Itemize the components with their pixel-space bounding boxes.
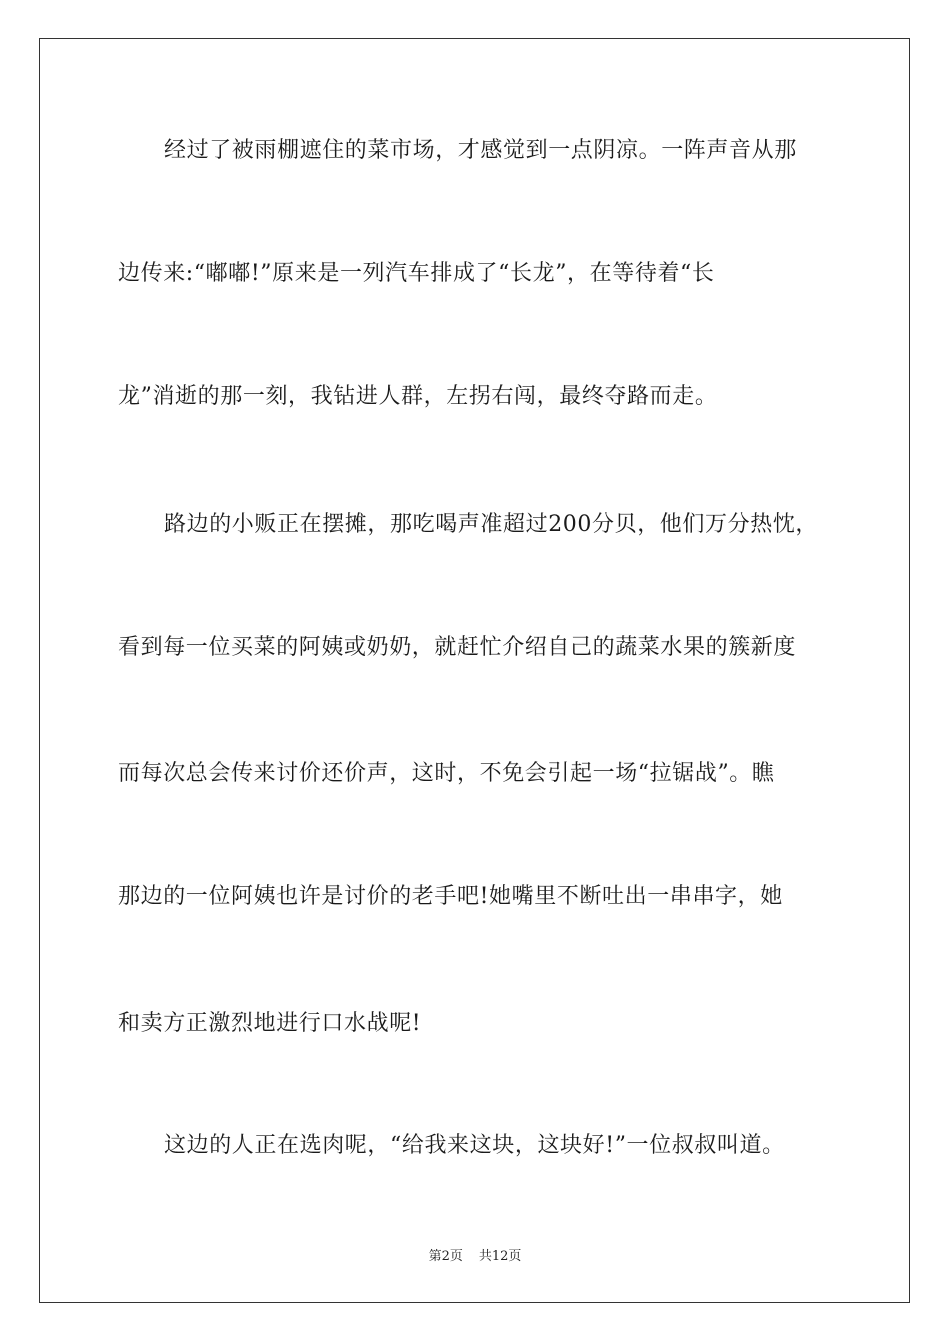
page-footer [0, 1248, 950, 1266]
paragraph-2-line-4: 那边的一位阿姨也许是讨价的老手吧!她嘴里不断吐出一串串字，她 [118, 884, 783, 909]
total-pages: 共12页 [478, 1249, 522, 1264]
paragraph-2-line-5: 和卖方正激烈地进行口水战呢! [118, 1011, 422, 1036]
paragraph-3-line-1: 这边的人正在选肉呢，“给我来这块，这块好!”一位叔叔叫道。 [164, 1133, 785, 1158]
paragraph-2-line-1: 路边的小贩正在摆摊，那吃喝声准超过200分贝，他们万分热忱， [164, 512, 818, 537]
page-border [39, 38, 910, 1303]
paragraph-1-line-3: 龙”消逝的那一刻，我钻进人群，左拐右闯，最终夺路而走。 [118, 384, 718, 409]
paragraph-2-line-2: 看到每一位买菜的阿姨或奶奶，就赶忙介绍自己的蔬菜水果的簇新度 [118, 635, 797, 660]
page-number: 第2页 [428, 1249, 463, 1264]
paragraph-1-line-2: 边传来:“嘟嘟!”原来是一列汽车排成了“长龙”，在等待着“长 [118, 261, 715, 286]
paragraph-1-line-1: 经过了被雨棚遮住的菜市场，才感觉到一点阴凉。一阵声音从那 [164, 138, 797, 163]
paragraph-2-line-3: 而每次总会传来讨价还价声，这时，不免会引起一场“拉锯战”。瞧 [118, 761, 775, 786]
